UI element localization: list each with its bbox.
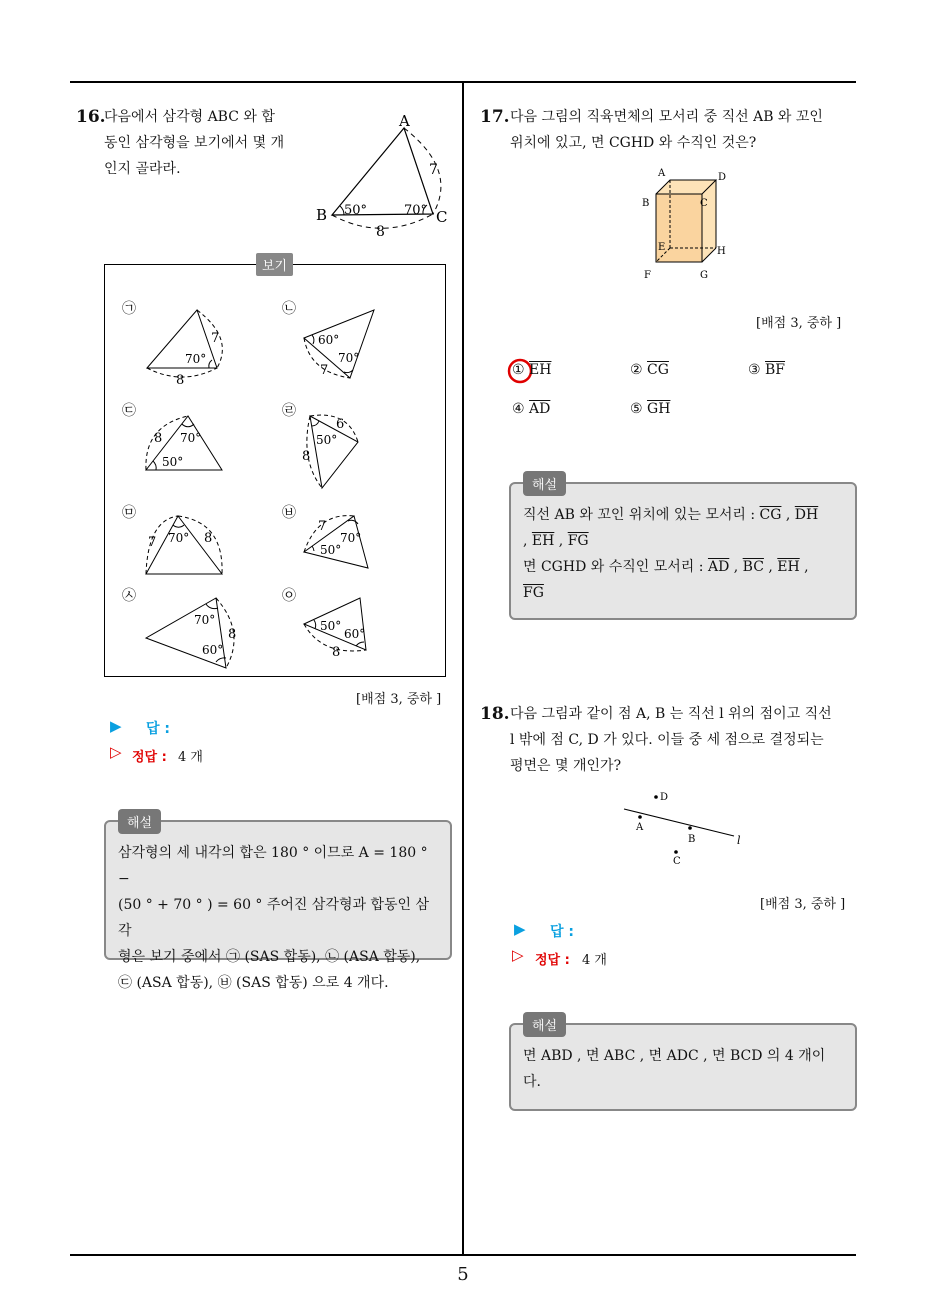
svg-text:50°: 50° xyxy=(316,433,338,447)
q18-explanation-tag: 해설 xyxy=(523,1012,566,1037)
bogi-mark-8: ㉧ xyxy=(282,588,296,604)
q16-explanation-text: 삼각형의 세 내각의 합은 180 ° 이므로 A = 180 ° − (50 ° + 70 ° ) = 60 ° 주어진 삼각형과 합동인 삼각 형은 보기 중에서 ㉠ (SAS 합동), ㉡ (ASA 합동), ㉢ (ASA 합동), ㉥ (SAS 합동) 으로 4 개다. xyxy=(118,845,429,991)
bogi-mark-6: ㉥ xyxy=(282,505,296,521)
q16-label-a: A xyxy=(399,112,410,130)
svg-text:8: 8 xyxy=(332,645,341,660)
q18-points-figure xyxy=(620,784,750,866)
svg-text:70°: 70° xyxy=(180,431,202,445)
q16-label-c: C xyxy=(436,208,448,226)
q18-score: [배점 3, 중하 ] xyxy=(760,897,846,912)
svg-text:C: C xyxy=(673,856,681,866)
page-number: 5 xyxy=(457,1264,469,1285)
bogi-triangle-1 xyxy=(140,302,240,388)
svg-text:l: l xyxy=(737,834,741,847)
bottom-rule xyxy=(70,1254,856,1256)
svg-text:6: 6 xyxy=(336,417,345,432)
bogi-triangle-7 xyxy=(140,592,250,674)
q16-correct-value: 4 개 xyxy=(178,750,203,765)
q18-explanation-box xyxy=(509,1019,857,1111)
q16-label-ac: 7 xyxy=(429,162,438,178)
svg-text:70°: 70° xyxy=(338,351,360,365)
bogi-triangle-6 xyxy=(296,506,396,586)
q17-explanation-text: 직선 AB 와 꼬인 위치에 있는 모서리 : $\overline{CG}$ , $\overline{DH}$ , $\overline{EH}$ , $\overline{FG}$ 면 CGHD 와 수직인 모서리 : $\overline{AD}$ , $\overline{BC}$ , $\overline{EH}$ , $\overline{FG}$ xyxy=(523,507,819,601)
svg-text:60°: 60° xyxy=(344,627,366,641)
q17-choice-1[interactable]: ① $\overline{EH}$ xyxy=(512,362,552,378)
svg-text:70°: 70° xyxy=(340,531,362,545)
q18-correct-label: 정답 : xyxy=(535,953,570,968)
q16-explanation-box xyxy=(104,816,452,991)
svg-text:A: A xyxy=(658,168,666,179)
q17-explanation-tag: 해설 xyxy=(523,471,566,496)
q17-choice-4[interactable]: ④ $\overline{AD}$ xyxy=(512,401,551,417)
q16-label-angle-c: 70° xyxy=(404,203,428,218)
svg-text:8: 8 xyxy=(176,373,185,388)
svg-text:70°: 70° xyxy=(185,352,207,366)
svg-text:B: B xyxy=(642,198,650,209)
q17-cuboid-figure xyxy=(638,164,738,286)
q17-explanation-box xyxy=(509,478,857,620)
svg-text:70°: 70° xyxy=(168,531,190,545)
bogi-mark-7: ㉦ xyxy=(122,588,136,604)
q16-correct-arrow-icon: ▷ xyxy=(110,743,122,761)
q17-choice-2[interactable]: ② $\overline{CG}$ xyxy=(630,362,669,378)
svg-text:B: B xyxy=(688,834,696,845)
bogi-triangle-4 xyxy=(296,404,396,494)
svg-text:50°: 50° xyxy=(320,543,342,557)
q16-question: 다음에서 삼각형 ABC 와 합 동인 삼각형을 보기에서 몇 개 인지 골라라. xyxy=(104,109,285,177)
q17-score: [배점 3, 중하 ] xyxy=(756,316,842,331)
q17-number: 17. xyxy=(480,107,510,127)
bogi-mark-3: ㉢ xyxy=(122,403,136,419)
bogi-label: 보기 xyxy=(256,253,293,276)
bogi-mark-4: ㉣ xyxy=(282,403,296,419)
bogi-mark-2: ㉡ xyxy=(282,301,296,317)
svg-text:60°: 60° xyxy=(202,643,224,657)
svg-text:60°: 60° xyxy=(318,333,340,347)
svg-text:7: 7 xyxy=(148,535,157,550)
q16-number: 16. xyxy=(76,107,106,127)
q18-answer-label: 답 : xyxy=(550,924,574,940)
bogi-triangle-5 xyxy=(140,506,240,586)
svg-text:8: 8 xyxy=(228,627,237,642)
svg-text:8: 8 xyxy=(302,449,311,464)
q16-label-bc: 8 xyxy=(376,224,385,240)
svg-text:70°: 70° xyxy=(194,613,216,627)
q17-choice-5[interactable]: ⑤ $\overline{GH}$ xyxy=(630,401,671,417)
column-divider xyxy=(462,81,464,1256)
svg-text:A: A xyxy=(636,822,644,833)
q16-answer-arrow-icon: ▶ xyxy=(110,717,122,735)
svg-text:D: D xyxy=(660,792,669,803)
svg-text:8: 8 xyxy=(204,531,213,546)
svg-text:7: 7 xyxy=(211,331,220,346)
q18-explanation-text: 면 ABD , 면 ABC , 면 ADC , 면 BCD 의 4 개이 다. xyxy=(523,1048,826,1090)
q16-label-b: B xyxy=(316,206,328,224)
bogi-triangle-3 xyxy=(140,404,240,484)
q18-correct-value: 4 개 xyxy=(582,953,607,968)
q17-question: 다음 그림의 직육면체의 모서리 중 직선 AB 와 꼬인 위치에 있고, 면 CGHD 와 수직인 것은? xyxy=(510,109,823,151)
q18-question: 다음 그림과 같이 점 A, B 는 직선 l 위의 점이고 직선 l 밖에 점 C, D 가 있다. 이들 중 세 점으로 결정되는 평면은 몇 개인가? xyxy=(510,706,832,774)
bogi-mark-1: ㉠ xyxy=(122,301,136,317)
svg-text:7: 7 xyxy=(318,519,327,534)
q18-number: 18. xyxy=(480,704,510,724)
svg-text:G: G xyxy=(700,270,708,281)
svg-text:F: F xyxy=(644,270,651,281)
q16-explanation-tag: 해설 xyxy=(118,809,161,834)
q17-choice-3[interactable]: ③ $\overline{BF}$ xyxy=(748,362,786,378)
svg-text:H: H xyxy=(717,246,726,257)
q18-correct-arrow-icon: ▷ xyxy=(512,946,524,964)
q16-correct-label: 정답 : xyxy=(132,750,167,765)
q16-score: [배점 3, 중하 ] xyxy=(356,692,442,707)
svg-text:D: D xyxy=(718,172,727,183)
q18-answer-arrow-icon: ▶ xyxy=(514,920,526,938)
svg-text:8: 8 xyxy=(154,431,163,446)
q16-answer-label: 답 : xyxy=(146,721,170,737)
svg-text:E: E xyxy=(658,242,666,253)
bogi-mark-5: ㉤ xyxy=(122,505,136,521)
q16-triangle-figure xyxy=(310,110,460,242)
svg-text:50°: 50° xyxy=(320,619,342,633)
svg-text:C: C xyxy=(700,198,708,209)
bogi-triangle-8 xyxy=(298,592,398,674)
q16-label-angle-b: 50° xyxy=(344,203,368,218)
svg-text:50°: 50° xyxy=(162,455,184,469)
bogi-triangle-2 xyxy=(296,302,396,388)
svg-text:7: 7 xyxy=(320,363,329,378)
